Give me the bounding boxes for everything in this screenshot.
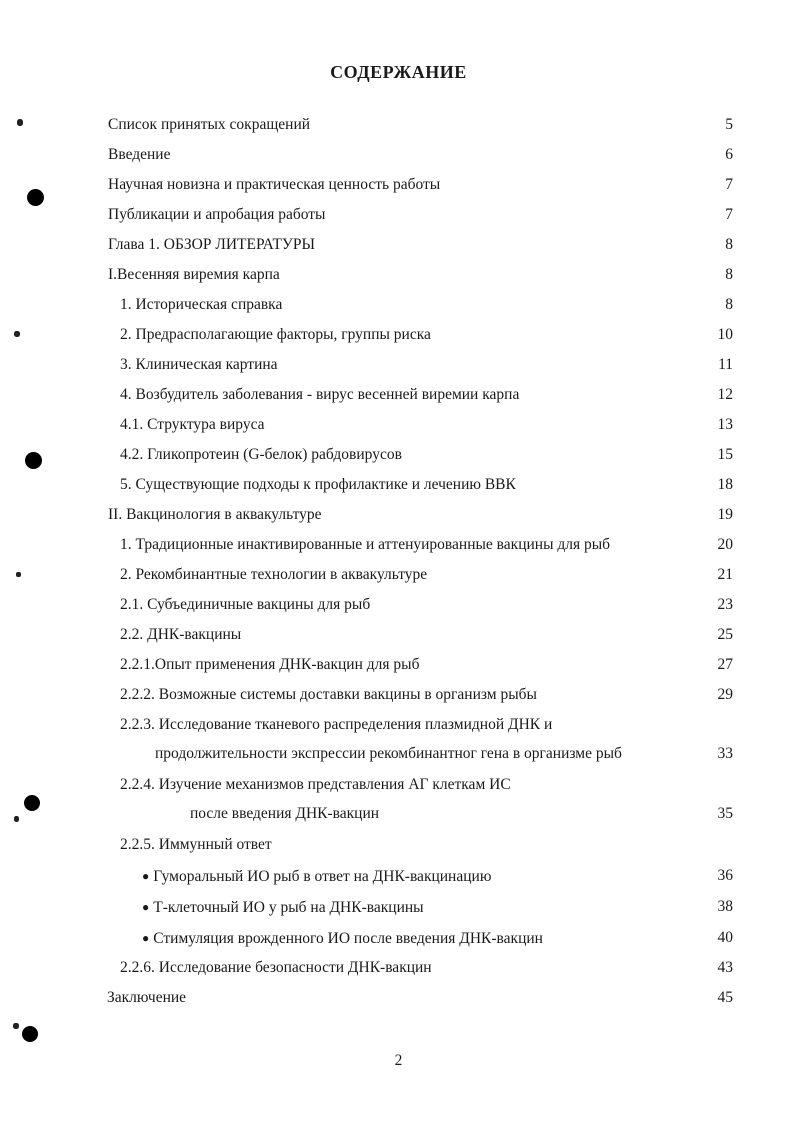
punch-hole-icon xyxy=(27,189,44,206)
scan-speck-icon xyxy=(17,119,23,126)
toc-entry-page: 43 xyxy=(717,959,733,976)
toc-entry-text: Гуморальный ИО рыб в ответ на ДНК-вакцинацию xyxy=(153,868,492,885)
toc-entry-title: Глава 1. ОБЗОР ЛИТЕРАТУРЫ xyxy=(108,236,316,253)
toc-entry-title: 2.2.5. Иммунный ответ xyxy=(120,836,272,853)
toc-entry-page: 33 xyxy=(717,745,733,762)
toc-entry-page: 5 xyxy=(725,116,733,133)
toc-entry xyxy=(0,534,797,556)
toc-entry-title xyxy=(142,927,543,950)
toc-entry-title: продолжительности экспрессии рекомбинантног гена в организме рыб xyxy=(155,745,622,762)
toc-entry-title: 2.2.4. Изучение механизмов представления АГ клеткам ИС xyxy=(120,776,511,793)
punch-hole-icon xyxy=(24,795,40,811)
punch-hole-icon xyxy=(25,452,42,469)
toc-entry xyxy=(0,474,797,496)
scan-speck-icon xyxy=(16,572,21,577)
toc-entry-title: Научная новизна и практическая ценность работы xyxy=(108,176,441,193)
scan-speck-icon xyxy=(14,816,19,822)
toc-entry-title: 4.2. Гликопротеин (G-белок) рабдовирусов xyxy=(120,446,402,463)
toc-entry-title: 2.2.2. Возможные системы доставки вакцины в организм рыбы xyxy=(120,686,537,703)
toc-entry-page: 12 xyxy=(717,386,733,403)
toc-entry-page: 18 xyxy=(717,476,733,493)
toc-entry-title: после введения ДНК-вакцин xyxy=(190,805,380,822)
toc-entry-page: 21 xyxy=(717,566,733,583)
toc-entry-page: 29 xyxy=(717,686,733,703)
page-title: СОДЕРЖАНИЕ xyxy=(330,62,467,82)
toc-entry xyxy=(0,684,797,706)
bullet-icon: ● xyxy=(142,869,150,883)
toc-entry-page: 6 xyxy=(725,146,733,163)
toc-entry xyxy=(0,384,797,406)
toc-entry xyxy=(0,354,797,376)
toc-entry xyxy=(0,174,797,196)
toc-entry xyxy=(0,444,797,466)
bullet-icon: ● xyxy=(142,900,150,914)
scan-speck-icon xyxy=(14,331,20,337)
toc-entry-page: 19 xyxy=(717,506,733,523)
bullet-icon: ● xyxy=(142,931,150,945)
page-number: 2 xyxy=(394,1052,403,1069)
toc-entry xyxy=(0,774,797,796)
toc-entry-continuation xyxy=(0,803,797,825)
toc-entry-title: Заключение xyxy=(107,989,187,1006)
toc-entry-page: 7 xyxy=(725,176,733,193)
toc-entry xyxy=(0,294,797,316)
toc-entry xyxy=(0,324,797,346)
toc-entry-title: Публикации и апробация работы xyxy=(108,206,326,223)
toc-entry-title: 4.1. Структура вируса xyxy=(120,416,265,433)
toc-entry xyxy=(0,834,797,856)
toc-entry xyxy=(0,865,797,887)
toc-entry-title: 2.2.3. Исследование тканевого распределения плазмидной ДНК и xyxy=(120,716,553,733)
toc-entry-title: 5. Существующие подходы к профилактике и лечению ВВК xyxy=(120,476,516,493)
toc-entry-title: 1. Традиционные инактивированные и аттенуированные вакцины для рыб xyxy=(120,536,611,553)
toc-entry-title: 3. Клиническая картина xyxy=(120,356,278,373)
toc-entry-page: 13 xyxy=(717,416,733,433)
toc-entry-title: 4. Возбудитель заболевания - вирус весенней виремии карпа xyxy=(120,386,520,403)
toc-entry-page: 11 xyxy=(718,356,733,373)
toc-entry xyxy=(0,564,797,586)
toc-entry-page: 40 xyxy=(717,929,733,946)
toc-entry xyxy=(0,896,797,918)
toc-entry-page: 7 xyxy=(725,206,733,223)
toc-entry-page: 8 xyxy=(725,296,733,313)
toc-entry xyxy=(0,957,797,979)
toc-entry-title: 2.2.6. Исследование безопасности ДНК-вакцин xyxy=(120,959,432,976)
toc-entry-page: 38 xyxy=(717,898,733,915)
toc-entry-page: 8 xyxy=(725,266,733,283)
toc-entry xyxy=(0,204,797,226)
toc-entry-page: 35 xyxy=(717,805,733,822)
toc-entry-title: 2.2.1.Опыт применения ДНК-вакцин для рыб xyxy=(120,656,420,673)
toc-entry-text: Т-клеточный ИО у рыб на ДНК-вакцины xyxy=(153,899,424,916)
toc-entry-page: 15 xyxy=(717,446,733,463)
toc-entry xyxy=(0,714,797,736)
toc-entry xyxy=(0,987,797,1009)
toc-entry xyxy=(0,504,797,526)
toc-entry-title xyxy=(142,865,491,888)
scan-speck-icon xyxy=(13,1023,19,1029)
toc-entry-title: 2.2. ДНК-вакцины xyxy=(120,626,242,643)
toc-entry-page: 25 xyxy=(717,626,733,643)
toc-entry-page: 10 xyxy=(717,326,733,343)
toc-entry-title: 2. Рекомбинантные технологии в аквакультуре xyxy=(120,566,428,583)
toc-entry xyxy=(0,234,797,256)
toc-entry-title: 2.1. Субъединичные вакцины для рыб xyxy=(120,596,371,613)
toc-entry-page: 23 xyxy=(717,596,733,613)
toc-entry-continuation xyxy=(0,743,797,765)
toc-entry-title: Список принятых сокращений xyxy=(108,116,311,133)
toc-entry-title: I.Весенняя виремия карпа xyxy=(108,266,280,283)
toc-entry-title: II. Вакцинология в аквакультуре xyxy=(108,506,322,523)
toc-entry xyxy=(0,624,797,646)
toc-entry xyxy=(0,594,797,616)
toc-entry-title: 1. Историческая справка xyxy=(120,296,283,313)
punch-hole-icon xyxy=(22,1026,38,1042)
toc-entry-page: 8 xyxy=(725,236,733,253)
toc-entry-title: Введение xyxy=(108,146,171,163)
toc-entry-page: 20 xyxy=(717,536,733,553)
toc-entry-text: Стимуляция врожденного ИО после введения ДНК-вакцин xyxy=(153,930,543,947)
toc-entry xyxy=(0,927,797,949)
toc-entry-page: 36 xyxy=(717,867,733,884)
toc-entry-title: 2. Предрасполагающие факторы, группы риска xyxy=(120,326,431,343)
toc-entry xyxy=(0,114,797,136)
toc-entry xyxy=(0,144,797,166)
toc-entry xyxy=(0,414,797,436)
toc-entry xyxy=(0,264,797,286)
toc-entry xyxy=(0,654,797,676)
toc-entry-title xyxy=(142,896,424,919)
toc-entry-page: 45 xyxy=(717,989,733,1006)
toc-entry-page: 27 xyxy=(717,656,733,673)
